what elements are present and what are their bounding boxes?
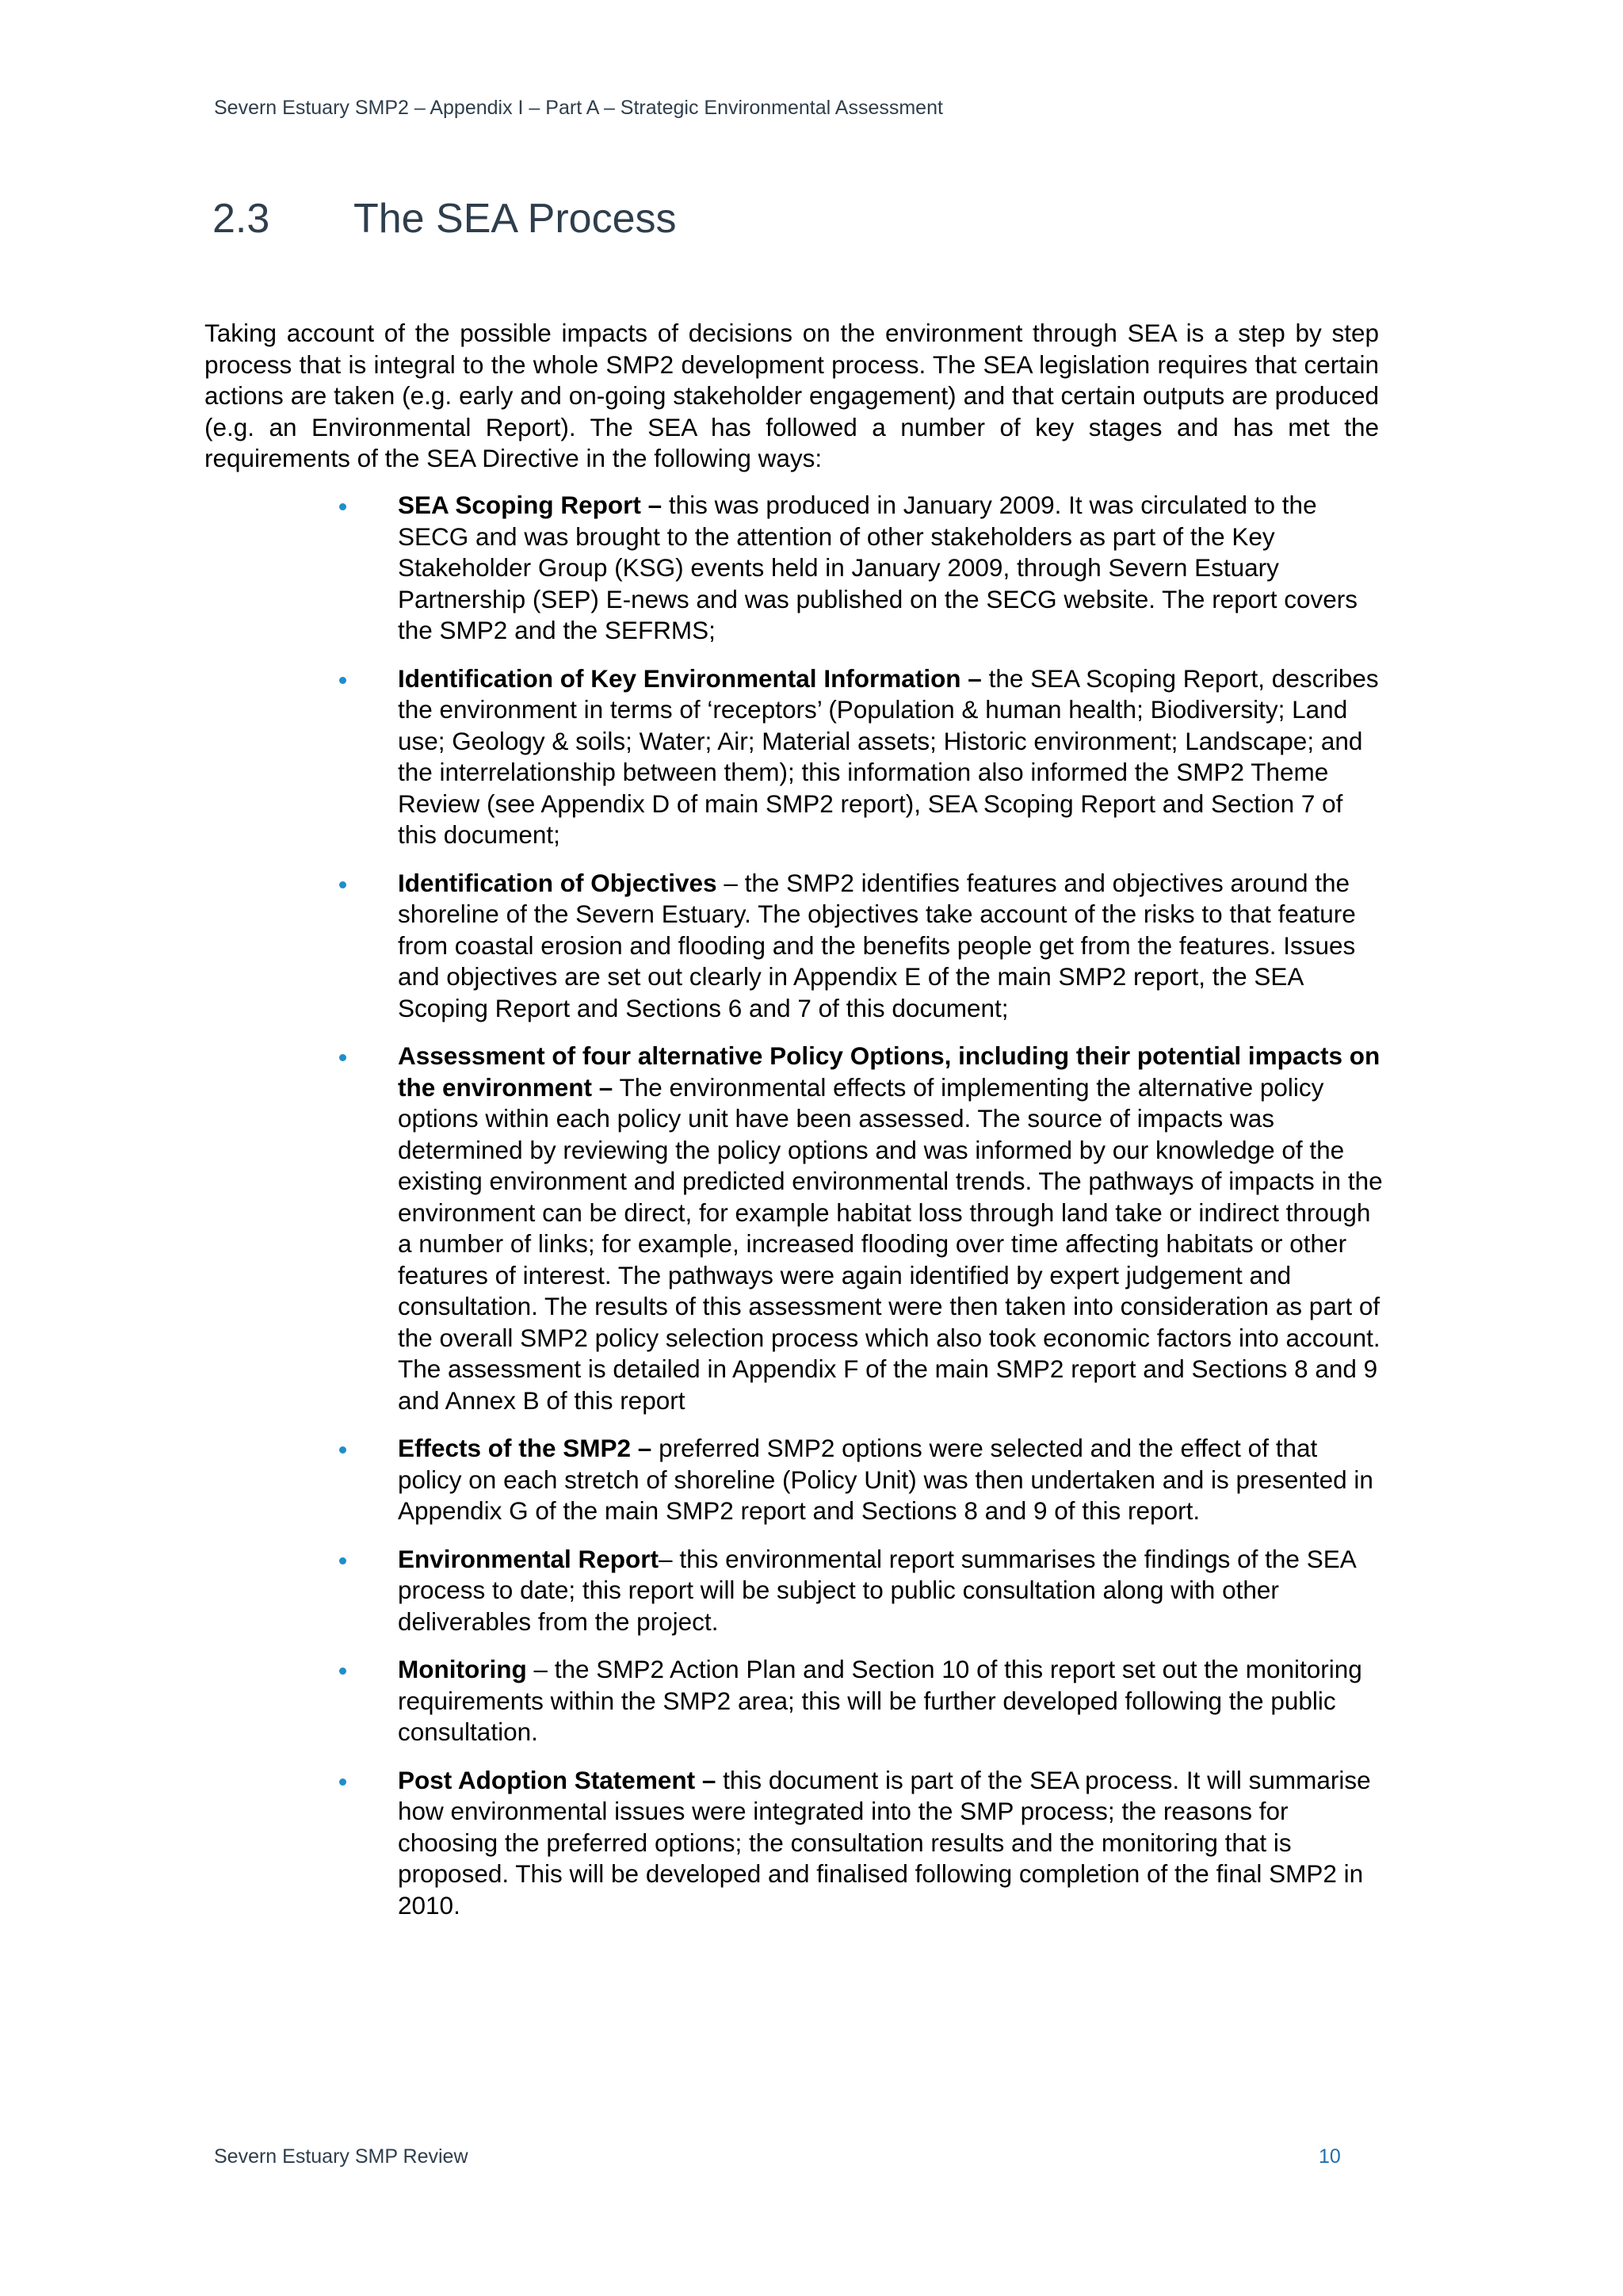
bullet-icon [339,677,346,684]
bullet-text: the SEA Scoping Report, describes the environment in terms of ‘receptors’ (Population & human health; Biodiversity; Land use; Geology & soils; Water; Air; Material assets; Historic environment; Landscape; and the interrelationship between them); this information also informed the SMP2 Theme Review (see Appendix D of main SMP2 report), SEA Scoping Report and Section 7 of this document; [398,663,1379,849]
bullet-heading: Assessment of four alternative Policy Options, including their potential impacts on the environment – [398,1041,1381,1102]
list-item [339,1544,1385,1638]
bullet-heading: Identification of Key Environmental Information – [398,663,982,693]
section-title: The SEA Process [353,196,677,242]
bullet-heading: Effects of the SMP2 – [398,1434,652,1462]
list-item [339,1654,1385,1748]
bullet-text: The environmental effects of implementing the alternative policy options within each policy unit have been assessed. The source of impacts was determined by reviewing the policy options and was informed by our knowledge of the existing environment and predicted environmental trends. The pathways of impacts in the environment can be direct, for example habitat loss through land take or indirect through a number of links; for example, increased flooding over time affecting habitats or other features of interest. The pathways were again identified by expert judgement and consultation. The results of this assessment were then taken into consideration as part of the overall SMP2 policy selection process which also took economic factors into account. The assessment is detailed in Appendix F of the main SMP2 report and Sections 8 and 9 and Annex B of this report [398,1072,1383,1415]
bullet-heading: Post Adoption Statement – [398,1765,716,1794]
page-number: 10 [1319,2145,1341,2168]
list-item [339,1765,1385,1922]
bullet-text: – the SMP2 identifies features and objectives around the shoreline of the Severn Estuary. The objectives take account of the risks to that feature from coastal erosion and flooding and the benefits people get from the features. Issues and objectives are set out clearly in Appendix E of the main SMP2 report, the SEA Scoping Report and Sections 6 and 7 of this document; [398,868,1356,1022]
bullet-heading: Identification of Objectives [398,868,717,897]
list-item [339,1041,1385,1416]
intro-paragraph: Taking account of the possible impacts of decisions on the environment through SEA is a step by step process that is integral to the whole SMP2 development process. The SEA legislation requires that certain actions are taken (e.g. early and on-going stakeholder engagement) and that certain outputs are produced (e.g. an Environmental Report). The SEA has followed a number of key stages and has met the requirements of the SEA Directive in the following ways: [204,319,1379,472]
bullet-text: this document is part of the SEA process. It will summarise how environmental issues were integrated into the SMP process; the reasons for choosing the preferred options; the consultation results and the monitoring that is proposed. This will be developed and finalised following completion of the final SMP2 in 2010. [398,1765,1371,1920]
bullet-icon [339,1446,346,1454]
section-number: 2.3 [212,196,270,242]
running-header: Severn Estuary SMP2 – Appendix I – Part A – Strategic Environmental Assessment [214,97,943,119]
bullet-text: preferred SMP2 options were selected and the effect of that policy on each stretch of shoreline (Policy Unit) was then undertaken and is presented in Appendix G of the main SMP2 report and Sections 8 and 9 of this report. [398,1434,1373,1525]
bullet-text: – the SMP2 Action Plan and Section 10 of this report set out the monitoring requirements within the SMP2 area; this will be further developed following the public consultation. [398,1655,1362,1746]
bullet-text: – this environmental report summarises the findings of the SEA process to date; this report will be subject to public consultation along with other deliverables from the project. [398,1544,1355,1636]
list-item [339,663,1385,851]
list-item [339,868,1385,1025]
bullet-list [339,490,1385,1938]
bullet-icon [339,1668,346,1675]
bullet-heading: Monitoring [398,1655,527,1683]
section-heading [212,195,677,243]
bullet-text: this was produced in January 2009. It was circulated to the SECG and was brought to the attention of other stakeholders as part of the Key Stakeholder Group (KSG) events held in January 2009, through Severn Estuary Partnership (SEP) E-news and was published on the SECG website. The report covers the SMP2 and the SEFRMS; [398,491,1358,644]
list-item [339,490,1385,647]
bullet-icon [339,1778,346,1786]
bullet-icon [339,881,346,888]
bullet-heading: Environmental Report [398,1544,659,1573]
bullet-heading: SEA Scoping Report – [398,491,663,519]
footer-title: Severn Estuary SMP Review [214,2145,468,2168]
bullet-icon [339,1054,346,1061]
bullet-icon [339,503,346,510]
list-item [339,1433,1385,1527]
bullet-icon [339,1557,346,1564]
